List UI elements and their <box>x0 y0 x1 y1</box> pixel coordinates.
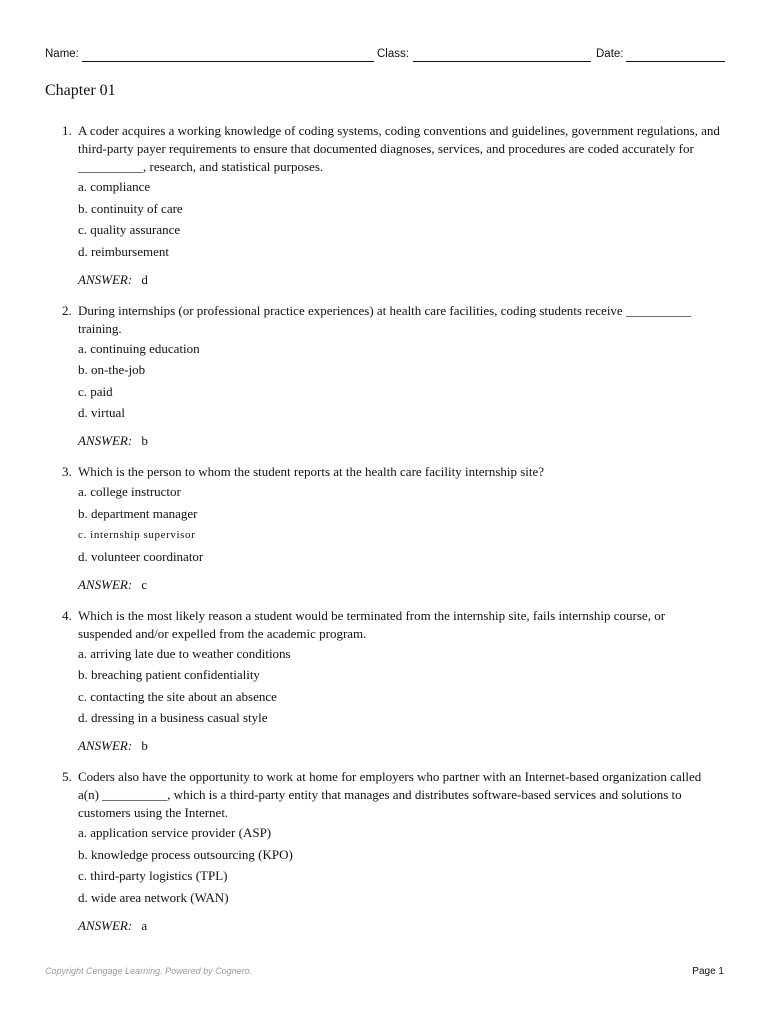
option-list <box>78 824 722 907</box>
option: a. application service provider (ASP) <box>78 825 272 840</box>
question-number: 1. <box>62 123 72 138</box>
date-label: Date: <box>596 48 624 60</box>
answer-label: ANSWER: <box>78 576 133 592</box>
name-line <box>82 61 374 62</box>
option: c. internship supervisor <box>78 529 196 541</box>
answer-row <box>78 576 722 594</box>
chapter-title: Chapter 01 <box>45 82 116 99</box>
date-line <box>626 61 725 62</box>
answer-label: ANSWER: <box>78 738 133 753</box>
question-4 <box>62 607 722 756</box>
option: b. continuity of care <box>78 200 183 216</box>
option: a. continuing education <box>78 340 200 356</box>
page-number: Page 1 <box>692 966 724 977</box>
option: d. dressing in a business casual style <box>78 710 268 725</box>
option: c. contacting the site about an absence <box>78 688 277 704</box>
question-2 <box>62 302 722 451</box>
option-list <box>78 178 722 261</box>
answer-label: ANSWER: <box>78 271 133 287</box>
answer-label: ANSWER: <box>78 433 133 448</box>
option-list <box>78 645 722 728</box>
answer-row <box>78 432 722 450</box>
header-fields <box>45 46 725 64</box>
option: a. compliance <box>78 179 151 194</box>
answer-value: b <box>141 738 148 753</box>
class-line <box>413 61 591 62</box>
option: b. department manager <box>78 505 198 521</box>
answer-row <box>78 917 722 935</box>
option: b. knowledge process outsourcing (KPO) <box>78 846 293 862</box>
class-label: Class: <box>377 48 409 60</box>
option: b. on-the-job <box>78 362 146 377</box>
option: d. volunteer coordinator <box>78 548 204 564</box>
answer-row <box>78 271 722 289</box>
option: c. quality assurance <box>78 222 181 237</box>
question-stem: Which is the person to whom the student reports at the health care facility internship site? <box>78 464 545 479</box>
question-list <box>62 122 722 948</box>
question-stem: Which is the most likely reason a student would be terminated from the internship site, fails internship course, or suspended and/or expelled from the academic program. <box>78 607 666 641</box>
option: a. arriving late due to weather conditions <box>78 645 291 661</box>
answer-value: b <box>141 433 148 448</box>
question-stem: Coders also have the opportunity to work at home for employers who partner with an Internet-based organization called a(n) __________, which is a third-party entity that manages and distributes software-based services and solutions to customers using the Internet. <box>78 769 702 820</box>
answer-value: d <box>141 271 148 287</box>
option: d. reimbursement <box>78 243 169 259</box>
option-list <box>78 483 722 566</box>
option: d. wide area network (WAN) <box>78 889 229 905</box>
question-5 <box>62 768 722 935</box>
name-label: Name: <box>45 48 79 60</box>
question-number: 2. <box>62 302 72 318</box>
option: b. breaching patient confidentiality <box>78 667 260 682</box>
answer-label: ANSWER: <box>78 917 133 933</box>
question-number: 5. <box>62 769 72 784</box>
question-number: 3. <box>62 464 72 479</box>
question-1 <box>62 122 722 289</box>
question-3 <box>62 463 722 594</box>
option-list <box>78 340 722 423</box>
answer-row <box>78 737 722 755</box>
option: c. paid <box>78 383 113 399</box>
option: c. third-party logistics (TPL) <box>78 868 228 883</box>
question-number: 4. <box>62 607 72 623</box>
copyright-footer: Copyright Cengage Learning. Powered by Cognero. <box>45 966 253 976</box>
answer-value: c <box>141 576 148 592</box>
question-stem: A coder acquires a working knowledge of coding systems, coding conventions and guidelines, government regulations, and third-party payer requirements to ensure that documented diagnoses, services, and procedures are coded accurately for __________, research, and statistical purposes. <box>78 123 720 174</box>
answer-value: a <box>141 917 148 933</box>
option: a. college instructor <box>78 484 181 499</box>
question-stem: During internships (or professional practice experiences) at health care facilities, coding students receive __________ training. <box>78 302 691 336</box>
option: d. virtual <box>78 405 125 420</box>
